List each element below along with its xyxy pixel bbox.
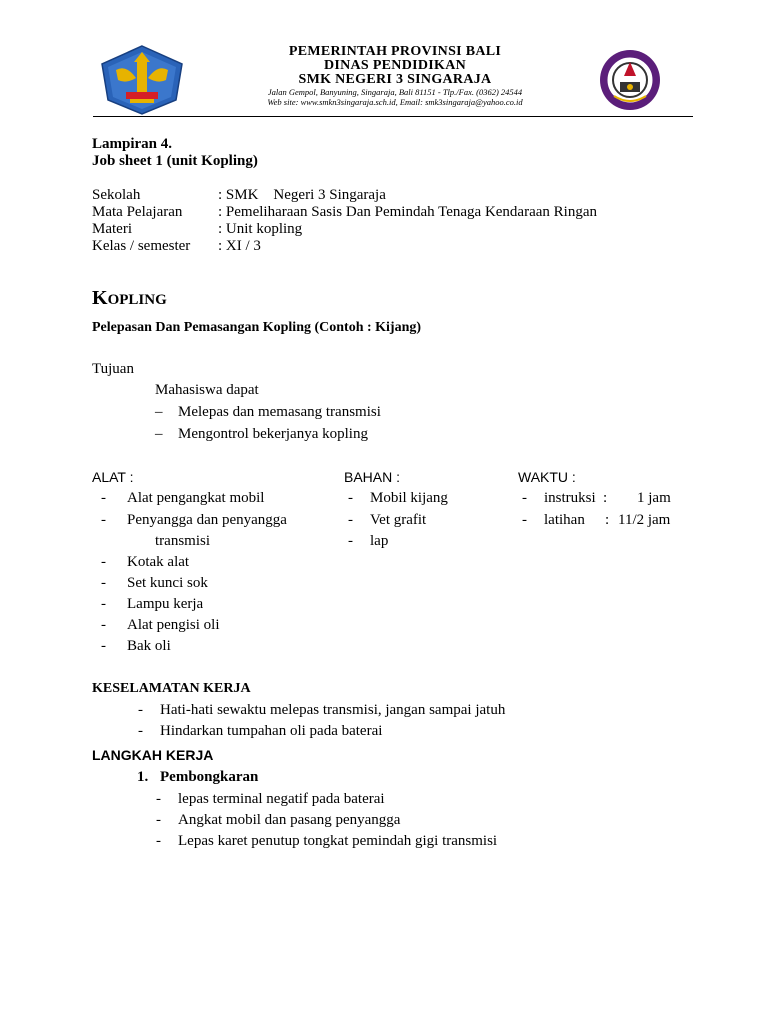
alat-item: Kotak alat xyxy=(127,554,190,570)
bullet-marker: - xyxy=(348,490,353,506)
bullet-marker: - xyxy=(101,638,106,654)
bali-province-logo xyxy=(96,44,188,116)
identity-value: : Pemeliharaan Sasis Dan Pemindah Tenaga Kendaraan Ringan xyxy=(218,204,597,220)
school-seal-logo xyxy=(598,48,662,112)
step-number: 1. xyxy=(137,769,149,785)
bullet-marker: - xyxy=(138,702,143,718)
bullet-marker: - xyxy=(156,791,161,807)
alat-item: Penyangga dan penyangga xyxy=(127,512,287,528)
alat-item: Set kunci sok xyxy=(127,575,208,591)
waktu-value: 11/2 jam xyxy=(618,512,671,528)
letterhead-rule xyxy=(93,116,693,117)
bullet-marker: - xyxy=(522,512,527,528)
tujuan-item: Mengontrol bekerjanya kopling xyxy=(178,426,368,442)
identity-label: Materi xyxy=(92,221,132,237)
letterhead-address: Jalan Gempol, Banyuning, Singaraja, Bali 81151 - Tlp./Fax. (0362) 24544 xyxy=(267,87,523,97)
letterhead-school: SMK NEGERI 3 SINGARAJA xyxy=(298,72,492,87)
identity-label: Mata Pelajaran xyxy=(92,204,183,220)
alat-title: ALAT : xyxy=(92,469,134,485)
waktu-value: 1 jam xyxy=(637,490,671,506)
lampiran-label: Lampiran 4. xyxy=(92,136,173,152)
bullet-marker: - xyxy=(101,575,106,591)
bahan-item: Vet grafit xyxy=(370,512,427,528)
bullet-marker: - xyxy=(522,490,527,506)
tujuan-intro: Mahasiswa dapat xyxy=(155,382,259,398)
identity-value: : Unit kopling xyxy=(218,221,303,237)
alat-item-continuation: transmisi xyxy=(155,533,210,549)
letterhead-department: DINAS PENDIDIKAN xyxy=(323,58,467,73)
main-heading-rest: OPLING xyxy=(107,292,167,308)
waktu-separator: : xyxy=(603,490,608,506)
keselamatan-item: Hindarkan tumpahan oli pada baterai xyxy=(160,723,383,739)
tujuan-item: Melepas dan memasang transmisi xyxy=(178,404,381,420)
main-heading xyxy=(92,287,167,311)
alat-item: Alat pengangkat mobil xyxy=(127,490,265,506)
bahan-item: Mobil kijang xyxy=(370,490,448,506)
bahan-item: lap xyxy=(370,533,389,549)
dash-marker: – xyxy=(155,426,163,442)
bullet-marker: - xyxy=(101,512,106,528)
tujuan-label: Tujuan xyxy=(92,361,134,377)
identity-label: Kelas / semester xyxy=(92,238,191,254)
jobsheet-title: Job sheet 1 (unit Kopling) xyxy=(92,153,258,169)
bullet-marker: - xyxy=(348,533,353,549)
waktu-title: WAKTU : xyxy=(518,469,576,485)
alat-item: Lampu kerja xyxy=(127,596,204,612)
langkah-item: lepas terminal negatif pada baterai xyxy=(178,791,385,807)
alat-item: Alat pengisi oli xyxy=(127,617,220,633)
waktu-label: latihan xyxy=(544,512,585,528)
dash-marker: – xyxy=(155,404,163,420)
bullet-marker: - xyxy=(138,723,143,739)
bullet-marker: - xyxy=(101,554,106,570)
main-heading-initial: K xyxy=(92,287,108,309)
alat-item: Bak oli xyxy=(127,638,171,654)
bahan-title: BAHAN : xyxy=(344,469,401,485)
subtitle: Pelepasan Dan Pemasangan Kopling (Contoh : Kijang) xyxy=(92,320,422,335)
bullet-marker: - xyxy=(156,812,161,828)
letterhead-government: PEMERINTAH PROVINSI BALI xyxy=(288,44,502,59)
keselamatan-item: Hati-hati sewaktu melepas transmisi, jangan sampai jatuh xyxy=(160,702,506,718)
keselamatan-title: KESELAMATAN KERJA xyxy=(92,681,251,696)
identity-value: : XI / 3 xyxy=(218,238,261,254)
bullet-marker: - xyxy=(101,617,106,633)
bullet-marker: - xyxy=(348,512,353,528)
waktu-separator: : xyxy=(605,512,610,528)
identity-label: Sekolah xyxy=(92,187,141,203)
letterhead-website: Web site: www.smkn3singaraja.sch.id, Email: smk3singaraja@yahoo.co.id xyxy=(267,97,523,107)
bullet-marker: - xyxy=(156,833,161,849)
waktu-label: instruksi xyxy=(544,490,596,506)
bullet-marker: - xyxy=(101,596,106,612)
bullet-marker: - xyxy=(101,490,106,506)
langkah-title: LANGKAH KERJA xyxy=(92,747,214,763)
identity-value: : SMK Negeri 3 Singaraja xyxy=(218,187,386,203)
langkah-item: Angkat mobil dan pasang penyangga xyxy=(178,812,401,828)
step-title: Pembongkaran xyxy=(160,769,259,785)
langkah-item: Lepas karet penutup tongkat pemindah gigi transmisi xyxy=(178,833,498,849)
